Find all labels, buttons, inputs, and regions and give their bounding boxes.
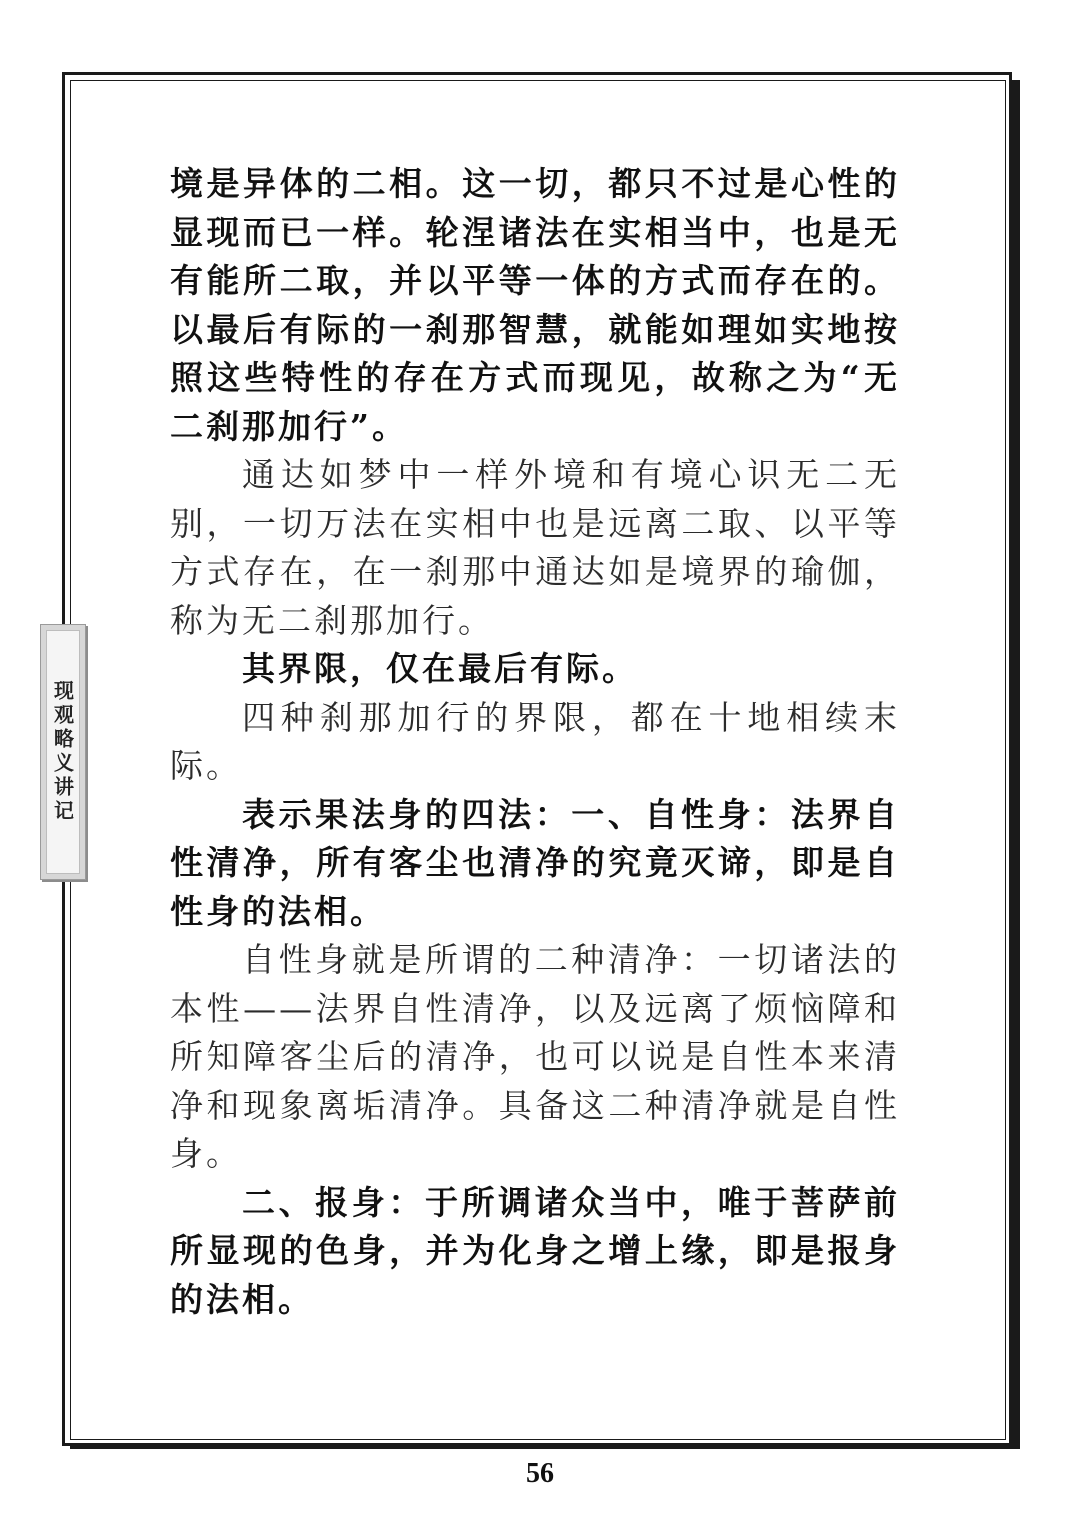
paragraph-7: 二、报身：于所调诸众当中，唯于菩萨前所显现的色身，并为化身之增上缘，即是报身的法相。 (170, 1182, 900, 1319)
paragraph-1: 境是异体的二相。这一切，都只不过是心性的显现而已一样。轮涅诸法在实相当中，也是无有能所二取，并以平等一体的方式而存在的。以最后有际的一刹那智慧，就能如理如实地按照这些特性的存在方式而现见，故称之为“无二刹那加行”。 (170, 164, 900, 446)
page-number: 56 (526, 1458, 554, 1489)
paragraph-5: 表示果法身的四法：一、自性身：法界自性清净，所有客尘也清净的究竟灭谛，即是自性身的法相。 (170, 794, 900, 931)
page-content (170, 160, 900, 1324)
paragraph-4: 四种刹那加行的界限，都在十地相续末际。 (170, 697, 900, 785)
frame-shadow-right (1012, 80, 1020, 1449)
side-tab (40, 624, 86, 880)
paragraph-3: 其界限，仅在最后有际。 (242, 649, 638, 688)
side-tab-title: 现观略义讲记 (50, 680, 75, 824)
paragraph-6: 自性身就是所谓的二种清净：一切诸法的本性——法界自性清净，以及远离了烦恼障和所知障客尘后的清净，也可以说是自性本来清净和现象离垢清净。具备这二种清净就是自性身。 (170, 940, 900, 1173)
paragraph-2: 通达如梦中一样外境和有境心识无二无别，一切万法在实相中也是远离二取、以平等方式存在，在一刹那中通达如是境界的瑜伽，称为无二刹那加行。 (170, 455, 900, 640)
side-tab-inner (46, 630, 80, 874)
